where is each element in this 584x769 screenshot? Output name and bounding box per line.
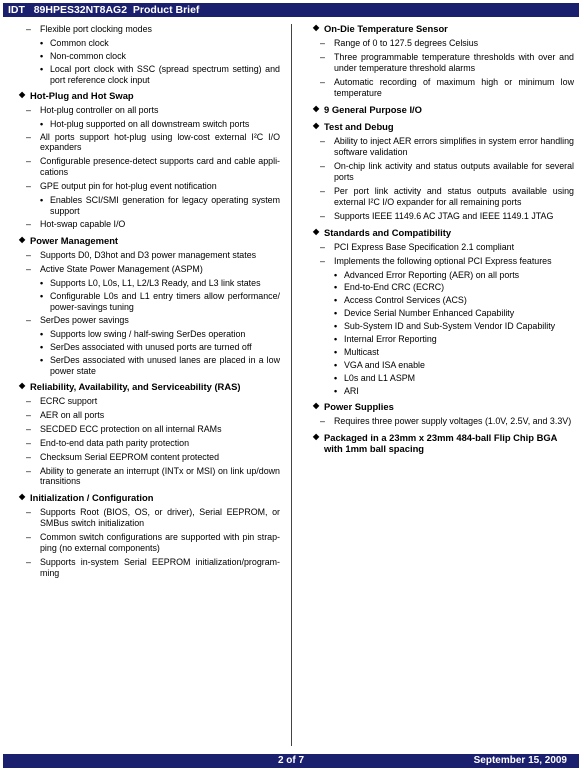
dot-bullet-icon: • [40, 38, 44, 48]
item-text: GPE output pin for hot-plug event notification [40, 181, 217, 192]
dash-bullet-icon: – [26, 181, 31, 192]
item-text: L0s and L1 ASPM [344, 372, 416, 383]
list-item [312, 256, 574, 267]
section-heading [18, 382, 280, 393]
sub-list-item [18, 329, 280, 340]
dash-bullet-icon: – [26, 156, 31, 167]
list-item [312, 161, 574, 183]
item-text: Multicast [344, 346, 380, 357]
list-item [312, 242, 574, 253]
dash-bullet-icon: – [26, 557, 31, 568]
list-item [18, 156, 280, 178]
item-text: 9 General Purpose I/O [324, 103, 422, 115]
dot-bullet-icon: • [40, 63, 44, 74]
item-text: ECRC support [40, 395, 98, 406]
item-text: Reliability, Availability, and Serviceability (RAS) [30, 380, 241, 392]
dot-bullet-icon: • [334, 282, 338, 293]
list-item [18, 105, 280, 116]
list-item [312, 52, 574, 74]
dash-bullet-icon: – [26, 314, 31, 325]
item-text: Advanced Error Reporting (AER) on all ports [344, 269, 520, 280]
sub-list-item [312, 295, 574, 306]
sub-list-item [312, 360, 574, 371]
dash-bullet-icon: – [320, 210, 325, 221]
dash-bullet-icon: – [320, 255, 325, 266]
section-heading [312, 433, 574, 455]
sub-list-item [18, 278, 280, 289]
dot-bullet-icon: • [334, 295, 338, 306]
dot-bullet-icon: • [40, 195, 44, 206]
dot-bullet-icon: • [40, 278, 44, 289]
diamond-bullet-icon: ◆ [313, 120, 320, 130]
left-column [18, 24, 280, 582]
item-text: Supports Root (BIOS, OS, or driver), Serial EEPROM, or SMBus switch initialization [40, 507, 280, 529]
item-text: All ports support hot-plug using low-cost external I²C I/O expanders [40, 131, 280, 153]
section-heading [312, 24, 574, 35]
item-text: Checksum Serial EEPROM content protected [40, 451, 220, 462]
dot-bullet-icon: • [334, 385, 338, 396]
dot-bullet-icon: • [40, 328, 44, 339]
dash-bullet-icon: – [26, 465, 31, 476]
header-company: IDT [8, 4, 25, 16]
sub-list-item [18, 355, 280, 377]
item-text: On-Die Temperature Sensor [324, 23, 448, 34]
dash-bullet-icon: – [26, 423, 31, 434]
sub-list-item [18, 195, 280, 217]
sub-list-item [312, 334, 574, 345]
list-item [312, 77, 574, 99]
dash-bullet-icon: – [26, 507, 31, 518]
list-item [18, 264, 280, 275]
list-item [18, 396, 280, 407]
sub-list-item [18, 51, 280, 62]
item-text: Packaged in a 23mm x 23mm 484-ball Flip Chip BGA with 1mm ball spacing [324, 431, 558, 454]
diamond-bullet-icon: ◆ [313, 23, 320, 32]
list-item [312, 186, 574, 208]
list-item [312, 38, 574, 49]
dot-bullet-icon: • [40, 354, 44, 365]
sub-list-item [312, 321, 574, 332]
item-text: Sub-System ID and Sub-System Vendor ID Capability [344, 321, 556, 332]
dash-bullet-icon: – [320, 160, 325, 171]
item-text: Configurable L0s and L1 entry timers allow performance/ power-savings tuning [50, 291, 280, 312]
section-heading [312, 402, 574, 413]
item-text: Ability to generate an interrupt (INTx or MSI) on link up/down transitions [40, 465, 280, 487]
list-item [18, 181, 280, 192]
item-text: SerDes associated with unused ports are turned off [50, 341, 252, 352]
dash-bullet-icon: – [26, 395, 31, 406]
item-text: Access Control Services (ACS) [344, 295, 467, 306]
list-item [18, 438, 280, 449]
sub-list-item [18, 64, 280, 86]
item-text: Per port link activity and status outputs available using external I²C I/O expander for all remaining ports [334, 185, 574, 207]
item-text: AER on all ports [40, 409, 105, 420]
list-item [312, 211, 574, 222]
item-text: Supports D0, D3hot and D3 power management states [40, 250, 257, 261]
item-text: Hot-plug supported on all downstream switch ports [50, 118, 250, 129]
header-doc-type: Product Brief [132, 4, 200, 16]
sub-list-item [312, 282, 574, 293]
diamond-bullet-icon: ◆ [19, 380, 26, 390]
dash-bullet-icon: – [320, 135, 325, 146]
item-text: VGA and ISA enable [344, 359, 425, 370]
item-text: Supports L0, L0s, L1, L2/L3 Ready, and L3 link states [50, 278, 261, 289]
list-item [312, 136, 574, 158]
sub-list-item [312, 347, 574, 358]
dash-bullet-icon: – [320, 185, 325, 196]
list-item [18, 410, 280, 421]
item-text: Power Supplies [324, 400, 394, 412]
item-text: Enables SCI/SMI generation for legacy operating system support [50, 195, 280, 217]
column-divider [291, 24, 292, 746]
footer-bar [3, 754, 579, 768]
dash-bullet-icon: – [26, 250, 31, 261]
section-heading [312, 122, 574, 133]
dot-bullet-icon: • [334, 269, 338, 280]
diamond-bullet-icon: ◆ [19, 235, 26, 245]
sub-list-item [312, 308, 574, 319]
section-heading [18, 91, 280, 102]
dot-bullet-icon: • [40, 50, 44, 61]
dash-bullet-icon: – [26, 437, 31, 448]
footer-date: September 15, 2009 [473, 755, 567, 766]
header-product: 89HPES32NT8AG2 [33, 4, 128, 16]
item-text: On-chip link activity and status outputs available for several ports [334, 160, 574, 182]
list-item [18, 452, 280, 463]
item-text: Common switch configurations are supported with pin strap-ping (no external components) [40, 532, 280, 554]
dash-bullet-icon: – [320, 241, 325, 252]
dash-bullet-icon: – [320, 415, 325, 426]
sub-list-item [18, 119, 280, 130]
dot-bullet-icon: • [334, 346, 338, 357]
diamond-bullet-icon: ◆ [313, 400, 320, 410]
item-text: Power Management [30, 235, 119, 247]
list-item [18, 24, 280, 35]
dash-bullet-icon: – [26, 409, 31, 420]
dash-bullet-icon: – [26, 264, 31, 275]
list-item [312, 416, 574, 427]
item-text: PCI Express Base Specification 2.1 compliant [334, 241, 515, 252]
sub-list-item [18, 342, 280, 353]
item-text: Range of 0 to 127.5 degrees Celsius [334, 38, 479, 48]
item-text: Configurable presence-detect supports card and cable appli-cations [40, 156, 280, 178]
item-text: Hot-swap capable I/O [40, 219, 126, 230]
item-text: Hot-plug controller on all ports [40, 104, 159, 115]
item-text: Supports low swing / half-swing SerDes operation [50, 328, 246, 339]
item-text: SerDes power savings [40, 314, 129, 325]
item-text: Initialization / Configuration [30, 492, 154, 504]
list-item [18, 315, 280, 326]
item-text: Non-common clock [50, 50, 126, 61]
header-bar [3, 3, 579, 17]
dash-bullet-icon: – [320, 52, 325, 62]
item-text: Three programmable temperature thresholds with over and under temperature threshold alarms [334, 52, 574, 73]
sub-list-item [18, 38, 280, 49]
dot-bullet-icon: • [40, 341, 44, 352]
dot-bullet-icon: • [334, 321, 338, 332]
item-text: Supports in-system Serial EEPROM initialization/program-ming [40, 557, 280, 579]
item-text: Supports IEEE 1149.6 AC JTAG and IEEE 1149.1 JTAG [334, 210, 554, 221]
dot-bullet-icon: • [40, 118, 44, 129]
item-text: Common clock [50, 38, 109, 48]
sub-list-item [312, 270, 574, 281]
dash-bullet-icon: – [320, 38, 325, 48]
dash-bullet-icon: – [26, 131, 31, 142]
list-item [18, 424, 280, 435]
diamond-bullet-icon: ◆ [19, 492, 26, 502]
diamond-bullet-icon: ◆ [313, 431, 320, 441]
list-item [18, 507, 280, 529]
dash-bullet-icon: – [26, 532, 31, 543]
dash-bullet-icon: – [26, 451, 31, 462]
section-heading [312, 105, 574, 116]
dash-bullet-icon: – [26, 24, 31, 34]
item-text: Requires three power supply voltages (1.0V, 2.5V, and 3.3V) [334, 415, 572, 426]
dot-bullet-icon: • [40, 291, 44, 302]
item-text: End-to-end data path parity protection [40, 437, 189, 448]
item-text: Automatic recording of maximum high or minimum low temperature [334, 76, 574, 98]
sub-list-item [18, 291, 280, 313]
item-text: Test and Debug [324, 120, 394, 132]
item-text: Standards and Compatibility [324, 226, 452, 238]
item-text: SECDED ECC protection on all internal RAMs [40, 423, 222, 434]
section-heading [312, 228, 574, 239]
sub-list-item [312, 386, 574, 397]
item-text: SerDes associated with unused lanes are placed in a low power state [50, 354, 280, 376]
list-item [18, 466, 280, 488]
section-heading [18, 493, 280, 504]
item-text: Hot-Plug and Hot Swap [30, 89, 134, 101]
item-text: Flexible port clocking modes [40, 24, 152, 34]
diamond-bullet-icon: ◆ [313, 226, 320, 236]
dash-bullet-icon: – [26, 104, 31, 115]
item-text: Local port clock with SSC (spread spectrum setting) and port reference clock input [50, 63, 280, 85]
item-text: Active State Power Management (ASPM) [40, 264, 203, 275]
item-text: ARI [344, 385, 359, 396]
list-item [18, 250, 280, 261]
sub-list-item [312, 373, 574, 384]
page-number: 2 of 7 [277, 755, 305, 766]
item-text: End-to-End CRC (ECRC) [344, 282, 445, 293]
diamond-bullet-icon: ◆ [313, 103, 320, 113]
diamond-bullet-icon: ◆ [19, 89, 26, 99]
item-text: Implements the following optional PCI Express features [334, 255, 552, 266]
right-column [312, 24, 574, 458]
section-heading [18, 236, 280, 247]
list-item [18, 532, 280, 554]
dash-bullet-icon: – [320, 76, 325, 87]
list-item [18, 132, 280, 154]
item-text: Internal Error Reporting [344, 334, 437, 345]
dot-bullet-icon: • [334, 359, 338, 370]
dot-bullet-icon: • [334, 308, 338, 319]
item-text: Device Serial Number Enhanced Capability [344, 308, 515, 319]
dot-bullet-icon: • [334, 372, 338, 383]
list-item [18, 219, 280, 230]
dash-bullet-icon: – [26, 219, 31, 230]
item-text: Ability to inject AER errors simplifies in system error handling software validation [334, 135, 574, 157]
dot-bullet-icon: • [334, 334, 338, 345]
list-item [18, 557, 280, 579]
